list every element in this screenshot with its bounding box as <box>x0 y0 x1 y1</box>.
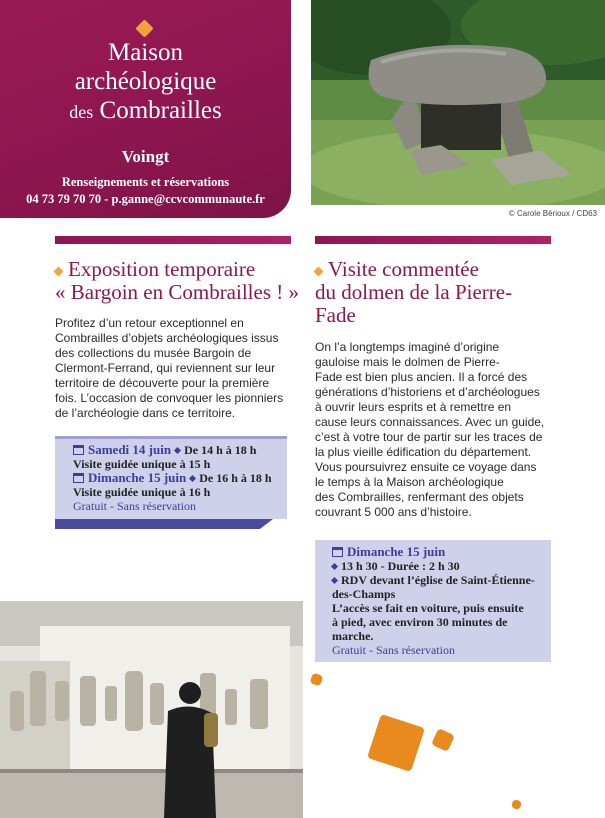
exposition-info-box: Samedi 14 juin De 14 h à 18 h Visite guidée unique à 15 h Dimanche 15 juin De 16 h à 18 h Visite guidée unique à 16 h Gratuit - Sans réservation <box>55 436 287 519</box>
exposition-text: Profitez d’un retour exceptionnel en Combrailles d’objets archéologiques issus des collections du musée Bargoin de Clermont-Ferrand, qui reviennent sur leur territoire de découverte pour la première fois. L’occasion de convoquer les pionniers de l’archéologie dans ce territoire. <box>55 316 284 420</box>
box-shadow-shape <box>55 519 273 529</box>
decorative-square <box>367 714 425 772</box>
calendar-icon <box>73 473 84 483</box>
dolmen-illustration <box>311 0 605 205</box>
diamond-icon <box>54 266 64 276</box>
museum-illustration <box>0 601 303 818</box>
bullet-icon <box>174 447 181 454</box>
calendar-icon <box>73 445 84 455</box>
visite-info-box: Dimanche 15 juin 13 h 30 - Durée : 2 h 30 RDV devant l’église de Saint-Étienne- des-Champs L’accès se fait en voiture, puis ensuite à pied, avec environ 30 minutes de marche. Gratuit - Sans réservation <box>315 540 551 662</box>
header-block <box>0 0 291 218</box>
decorative-square <box>309 672 323 686</box>
page-title: Maison archéologique des Combrailles <box>69 39 222 124</box>
visite-text: On l’a longtemps imaginé d’origine gauloise mais le dolmen de Pierre- Fade est bien plus ancien. Il a forcé des générations d’historiens et d’archéologues à ouvrir leurs esprits et à remettre en cause leurs connaissances. Avec un guide, c’est à votre tour de partir sur les traces de la plus vieille édification du département. Vous poursuivrez ensuite ce voyage dans le temps à la Maison archéologique des Combrailles, renfermant des objets couvrant 5 000 ans d’histoire. <box>315 340 545 519</box>
section-bar-left <box>55 236 291 244</box>
section-bar-right <box>315 236 551 244</box>
photo-credit: © Carole Bérioux / CD63 <box>508 209 597 218</box>
contact-line[interactable]: 04 73 79 70 70 - p.ganne@ccvcommunaute.fr <box>26 192 265 206</box>
bullet-icon <box>331 577 338 584</box>
bullet-icon <box>189 475 196 482</box>
contact-info: Renseignements et réservations 04 73 79 70 70 - p.ganne@ccvcommunaute.fr <box>0 174 291 208</box>
town-name: Voingt <box>121 147 170 166</box>
exposition-title: Exposition temporaire « Bargoin en Combrailles ! » <box>55 257 299 304</box>
decorative-square <box>431 728 455 752</box>
bullet-icon <box>331 563 338 570</box>
calendar-icon <box>332 547 343 557</box>
dolmen-photo <box>311 0 605 205</box>
museum-photo <box>0 601 303 818</box>
pricing-info: Gratuit - Sans réservation <box>332 643 455 657</box>
diamond-icon <box>135 19 153 37</box>
pricing-info: Gratuit - Sans réservation <box>73 499 196 513</box>
decorative-square <box>511 799 523 811</box>
diamond-icon <box>314 266 324 276</box>
visite-title: Visite commentée du dolmen de la Pierre- Fade <box>315 257 513 327</box>
